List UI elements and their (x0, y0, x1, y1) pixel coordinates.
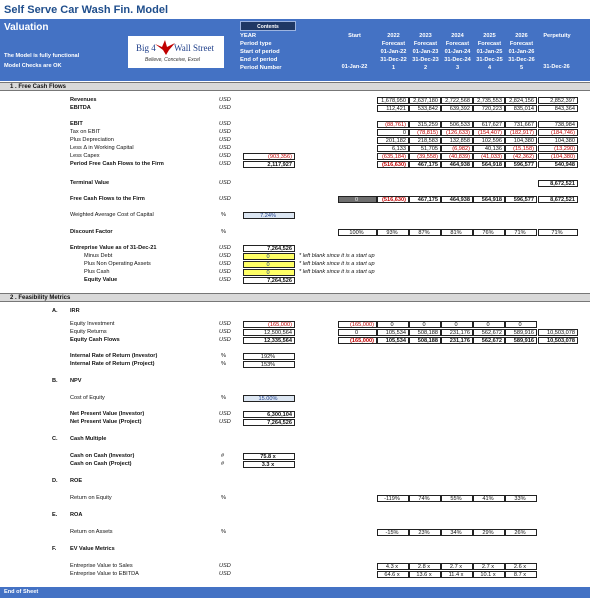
value-cell[interactable]: 0 (473, 321, 505, 328)
value-cell[interactable]: (42,362) (505, 153, 537, 160)
period-end: 31-Dec-26 (508, 57, 535, 63)
value-cell[interactable]: 589,916 (505, 329, 537, 336)
subsection-title: ROA (70, 512, 83, 518)
cash-on-cash-project-cell[interactable]: 3.3 x (243, 461, 295, 468)
unit-label: USD (219, 97, 231, 103)
model-status-note: The Model is fully functional (4, 53, 80, 59)
value-cell[interactable]: 464,938 (441, 161, 473, 168)
value-cell[interactable]: 23% (409, 529, 441, 536)
non-operating-assets-input[interactable]: 0 (243, 261, 295, 268)
period-start: 01-Jan-24 (444, 49, 471, 55)
value-cell[interactable]: (154,407) (473, 129, 505, 136)
value-cell[interactable]: (182,917) (505, 129, 537, 136)
value-cell[interactable]: 8,672,521 (538, 180, 578, 187)
row-label: EBIT (70, 121, 83, 127)
cash-input[interactable]: 0 (243, 269, 295, 276)
row-label: Return on Assets (70, 529, 113, 535)
value-cell[interactable]: 231,176 (441, 337, 473, 344)
value-cell[interactable]: 8,672,521 (538, 196, 578, 203)
subsection-title: Cash Multiple (70, 436, 107, 442)
row-label: Minus Debt (84, 253, 113, 259)
value-cell[interactable]: (104,380) (538, 153, 578, 160)
row-label: Plus Non Operating Assets (84, 261, 151, 267)
period-number: 4 (487, 65, 492, 71)
value-cell[interactable]: 11.4 x (441, 571, 473, 578)
value-cell[interactable]: 71% (538, 229, 578, 236)
row-label: Plus Cash (84, 269, 110, 275)
row-label: Net Present Value (Investor) (70, 411, 145, 417)
row-label: Revenues (70, 97, 97, 103)
value-cell[interactable]: 835,014 (505, 105, 537, 112)
row-label: EBITDA (70, 105, 91, 111)
value-cell[interactable]: 2.8 x (409, 563, 441, 570)
value-cell[interactable]: 8.7 x (505, 571, 537, 578)
period-type: Forecast (413, 41, 438, 47)
value-cell[interactable]: 0 (377, 321, 409, 328)
row-label: Equity Cash Flows (70, 337, 120, 343)
page-title: Valuation (4, 22, 49, 33)
unit-label: USD (219, 245, 231, 251)
value-cell[interactable]: 33% (505, 495, 537, 502)
period-end: 31-Dec-22 (380, 57, 407, 63)
unit-label: USD (219, 277, 231, 283)
value-cell[interactable]: 10.1 x (473, 571, 505, 578)
unit-label: USD (219, 419, 231, 425)
value-cell[interactable]: 40,136 (473, 145, 505, 152)
period-number: 2 (423, 65, 428, 71)
end-of-sheet-bar: End of Sheet (0, 587, 590, 598)
debt-input[interactable]: 0 (243, 253, 295, 260)
subsection-letter: C. (52, 436, 58, 442)
period-number: 1 (391, 65, 396, 71)
value-cell[interactable]: 132,858 (441, 137, 473, 144)
period-start: 01-Jan-23 (412, 49, 439, 55)
unit-label: USD (219, 161, 231, 167)
value-cell[interactable]: 540,948 (538, 161, 578, 168)
startup-note: * left blank since it is a start up (299, 261, 375, 267)
unit-label: USD (219, 337, 231, 343)
value-cell[interactable]: 105,534 (377, 329, 409, 336)
value-cell[interactable]: 2,824,156 (505, 97, 537, 104)
row-label: Equity Returns (70, 329, 107, 335)
value-cell[interactable]: -15% (377, 529, 409, 536)
value-cell[interactable]: 41% (473, 495, 505, 502)
value-cell[interactable]: 74% (409, 495, 441, 502)
value-cell[interactable]: 10,503,078 (538, 337, 578, 344)
unit-label: USD (219, 329, 231, 335)
period-year: 2024 (451, 33, 464, 39)
unit-label: % (221, 395, 226, 401)
npv-project-cell[interactable]: 7,264,526 (243, 419, 295, 426)
value-cell[interactable]: 0 (338, 196, 377, 203)
subsection-letter: F. (52, 546, 57, 552)
subsection-letter: A. (52, 308, 58, 314)
unit-label: USD (219, 129, 231, 135)
row-label: Weighted Average Cost of Capital (70, 212, 154, 218)
value-cell[interactable]: 506,533 (441, 121, 473, 128)
value-cell[interactable]: 201,182 (377, 137, 409, 144)
value-cell[interactable]: (39,558) (409, 153, 441, 160)
wacc-input[interactable]: 7.24% (243, 212, 295, 219)
row-label: Equity Value (84, 277, 118, 283)
total-cell[interactable]: 12,500,564 (243, 329, 295, 336)
npv-investor-cell[interactable]: 6,300,104 (243, 411, 295, 418)
row-label: Internal Rate of Return (Investor) (70, 353, 158, 359)
subsection-letter: D. (52, 478, 58, 484)
value-cell[interactable]: 6,133 (377, 145, 409, 152)
row-label: Entreprise Value as of 31-Dec-21 (70, 245, 157, 251)
row-label-year: YEAR (240, 33, 257, 39)
row-label: Entreprise Value to Sales (70, 563, 133, 569)
period-number: 5 (519, 65, 524, 71)
value-cell[interactable]: 2,722,568 (441, 97, 473, 104)
section-feasibility-metrics: 2 . Feasibility Metrics (0, 293, 590, 302)
period-end: 31-Dec-24 (444, 57, 471, 63)
value-cell[interactable]: 100% (338, 229, 377, 236)
value-cell[interactable]: 315,259 (409, 121, 441, 128)
cash-on-cash-investor-cell[interactable]: 75.8 x (243, 453, 295, 460)
value-cell[interactable]: 10,503,078 (538, 329, 578, 336)
value-cell[interactable]: 589,916 (505, 337, 537, 344)
value-cell[interactable]: 596,577 (505, 196, 537, 203)
period-number: 3 (455, 65, 460, 71)
value-cell[interactable]: 76% (473, 229, 505, 236)
value-cell[interactable]: 4.3 x (377, 563, 409, 570)
row-label-period-number: Period Number (240, 65, 282, 71)
section-free-cash-flows: 1 . Free Cash Flows (0, 82, 590, 91)
value-cell[interactable]: 467,175 (409, 196, 441, 203)
unit-label: # (221, 461, 225, 467)
period-year: 2025 (483, 33, 496, 39)
start-column-end: 01-Jan-22 (341, 64, 368, 70)
logo-text-a: Big 4 (136, 43, 156, 53)
value-cell[interactable]: 2,735,553 (473, 97, 505, 104)
value-cell[interactable]: 533,842 (409, 105, 441, 112)
value-cell[interactable]: 26% (505, 529, 537, 536)
value-cell[interactable]: 2,852,397 (538, 97, 578, 104)
unit-label: USD (219, 196, 231, 202)
unit-label: USD (219, 571, 231, 577)
value-cell[interactable]: (126,633) (441, 129, 473, 136)
unit-label: USD (219, 269, 231, 275)
value-cell[interactable]: (13,290) (538, 145, 578, 152)
unit-label: % (221, 361, 226, 367)
period-end: 31-Dec-23 (412, 57, 439, 63)
value-cell[interactable]: 29% (473, 529, 505, 536)
value-cell[interactable]: 639,392 (441, 105, 473, 112)
period-year: 2022 (387, 33, 400, 39)
unit-label: USD (219, 121, 231, 127)
unit-label: USD (219, 137, 231, 143)
value-cell[interactable]: 218,583 (409, 137, 441, 144)
unit-label: % (221, 495, 226, 501)
period-type: Forecast (445, 41, 470, 47)
value-cell[interactable]: 596,577 (505, 161, 537, 168)
unit-label: USD (219, 563, 231, 569)
row-label: Less Capex (70, 153, 100, 159)
row-label: Terminal Value (70, 180, 110, 186)
value-cell[interactable]: 564,918 (473, 196, 505, 203)
value-cell[interactable]: 508,188 (409, 329, 441, 336)
value-cell[interactable]: 13.6 x (409, 571, 441, 578)
value-cell[interactable]: 562,672 (473, 337, 505, 344)
period-type: Forecast (477, 41, 502, 47)
irr-investor-cell[interactable]: 192% (243, 353, 295, 360)
unit-label: USD (219, 261, 231, 267)
period-year: 2026 (515, 33, 528, 39)
period-end: 31-Dec-25 (476, 57, 503, 63)
value-cell[interactable]: 105,534 (377, 337, 409, 344)
value-cell[interactable]: 104,380 (505, 137, 537, 144)
value-cell[interactable]: 731,667 (505, 121, 537, 128)
value-cell[interactable]: 617,627 (473, 121, 505, 128)
row-label: Internal Rate of Return (Project) (70, 361, 155, 367)
perpetuity-column-end: 31-Dec-26 (543, 64, 570, 70)
value-cell[interactable]: 843,364 (538, 105, 578, 112)
value-cell[interactable]: 104,380 (538, 137, 578, 144)
logo-tagline: Believe, Conceive, Excel (145, 57, 201, 63)
value-cell[interactable]: 0 (338, 329, 377, 336)
cost-of-equity-input[interactable]: 15.00% (243, 395, 295, 402)
subsection-title: EV Value Metrics (70, 546, 115, 552)
row-label: Cash on Cash (Investor) (70, 453, 135, 459)
unit-label: % (221, 212, 226, 218)
value-cell[interactable]: 564,918 (473, 161, 505, 168)
value-cell[interactable]: (40,839) (441, 153, 473, 160)
value-cell[interactable]: 0 (409, 321, 441, 328)
total-cell[interactable]: (903,356) (243, 153, 295, 160)
row-label-start: Start of period (240, 49, 280, 55)
unit-label: USD (219, 321, 231, 327)
unit-label: % (221, 353, 226, 359)
period-start: 01-Jan-22 (380, 49, 407, 55)
title-bar (0, 0, 590, 20)
value-cell[interactable]: 467,175 (409, 161, 441, 168)
value-cell[interactable]: 2,637,180 (409, 97, 441, 104)
value-cell[interactable]: (78,815) (409, 129, 441, 136)
value-cell[interactable]: 0 (377, 129, 409, 136)
value-cell[interactable]: 231,176 (441, 329, 473, 336)
value-cell[interactable]: 464,938 (441, 196, 473, 203)
value-cell[interactable]: 87% (409, 229, 441, 236)
unit-label: % (221, 529, 226, 535)
row-label: Period Free Cash Flows to the Firm (70, 161, 164, 167)
unit-label: USD (219, 153, 231, 159)
unit-label: % (221, 229, 226, 235)
period-year: 2023 (419, 33, 432, 39)
value-cell[interactable]: -119% (377, 495, 409, 502)
row-label: Return on Equity (70, 495, 112, 501)
value-cell[interactable]: 64.6 x (377, 571, 409, 578)
value-cell[interactable]: 102,596 (473, 137, 505, 144)
value-cell[interactable]: 55% (441, 495, 473, 502)
unit-label: USD (219, 105, 231, 111)
company-logo (128, 36, 224, 68)
logo-text-b: Wall Street (174, 43, 215, 53)
row-label: Cost of Equity (70, 395, 105, 401)
value-cell[interactable]: 93% (377, 229, 409, 236)
unit-label: USD (219, 145, 231, 151)
row-label: Entreprise Value to EBITDA (70, 571, 139, 577)
value-cell[interactable]: 0 (505, 321, 537, 328)
subsection-title: ROE (70, 478, 83, 484)
value-cell[interactable]: (165,000) (338, 321, 377, 328)
row-label-end: End of period (240, 57, 278, 63)
value-cell[interactable]: 112,421 (377, 105, 409, 112)
model-checks-note: Model Checks are OK (4, 63, 62, 69)
unit-label: # (221, 453, 225, 459)
value-cell[interactable]: 2.7 x (473, 563, 505, 570)
model-title: Self Serve Car Wash Fin. Model (4, 4, 169, 16)
unit-label: USD (219, 253, 231, 259)
value-cell[interactable]: 562,672 (473, 329, 505, 336)
value-cell[interactable]: (516,630) (377, 161, 409, 168)
period-start: 01-Jan-25 (476, 49, 503, 55)
row-label-period-type: Period type (240, 41, 272, 47)
period-type: Forecast (509, 41, 534, 47)
value-cell[interactable]: (15,158) (505, 145, 537, 152)
perpetuity-column-title: Perpetuity (543, 33, 571, 39)
value-cell[interactable]: 81% (441, 229, 473, 236)
equity-value-cell[interactable]: 7,264,526 (243, 277, 295, 284)
subsection-title: NPV (70, 378, 82, 384)
value-cell[interactable]: (165,000) (338, 337, 377, 344)
unit-label: USD (219, 411, 231, 417)
value-cell[interactable]: (516,630) (377, 196, 409, 203)
start-column-title: Start (348, 33, 361, 39)
value-cell[interactable]: 738,984 (538, 121, 578, 128)
row-label: Less Δ in Working Capital (70, 145, 134, 151)
unit-label: USD (219, 180, 231, 186)
subsection-letter: E. (52, 512, 58, 518)
period-start: 01-Jan-26 (508, 49, 535, 55)
total-cell[interactable]: 12,335,564 (243, 337, 295, 344)
value-cell[interactable]: 2.6 x (505, 563, 537, 570)
value-cell[interactable]: 51,705 (409, 145, 441, 152)
value-cell[interactable]: 34% (441, 529, 473, 536)
row-label: Free Cash Flows to the Firm (70, 196, 145, 202)
row-label: Cash on Cash (Project) (70, 461, 132, 467)
row-label: Tax on EBIT (70, 129, 101, 135)
subsection-title: IRR (70, 308, 80, 314)
total-cell[interactable]: (165,000) (243, 321, 295, 328)
row-label: Discount Factor (70, 229, 113, 235)
value-cell[interactable]: 508,188 (409, 337, 441, 344)
value-cell[interactable]: (184,746) (538, 129, 578, 136)
value-cell[interactable]: (41,033) (473, 153, 505, 160)
contents-button[interactable]: Contents (240, 21, 296, 31)
value-cell[interactable]: (88,761) (377, 121, 409, 128)
startup-note: * left blank since it is a start up (299, 253, 375, 259)
value-cell[interactable]: 0 (441, 321, 473, 328)
startup-note: * left blank since it is a start up (299, 269, 375, 275)
enterprise-value-cell[interactable]: 7,264,526 (243, 245, 295, 252)
row-label: Net Present Value (Project) (70, 419, 142, 425)
period-type: Forecast (381, 41, 406, 47)
subsection-letter: B. (52, 378, 58, 384)
value-cell[interactable]: 2.7 x (441, 563, 473, 570)
value-cell[interactable]: (635,184) (377, 153, 409, 160)
row-label: Plus Depreciation (70, 137, 114, 143)
row-label: Equity Investment (70, 321, 115, 327)
value-cell[interactable]: 1,678,950 (377, 97, 409, 104)
value-cell[interactable]: 720,223 (473, 105, 505, 112)
value-cell[interactable]: 71% (505, 229, 537, 236)
irr-project-cell[interactable]: 153% (243, 361, 295, 368)
value-cell[interactable]: (6,982) (441, 145, 473, 152)
total-cell[interactable]: 2,117,927 (243, 161, 295, 168)
